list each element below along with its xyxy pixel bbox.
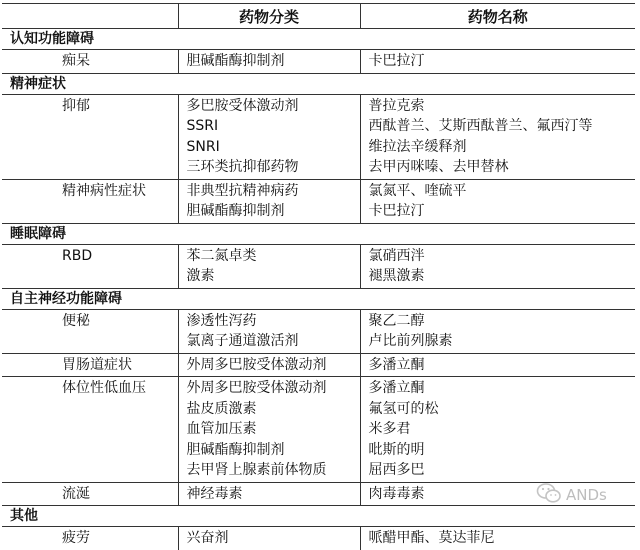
drug-name-line: 屈西多巴 bbox=[368, 462, 425, 478]
drug-class-cell bbox=[178, 50, 360, 74]
drug-name-line: 多潘立酮 bbox=[368, 380, 425, 396]
drug-class-cell bbox=[178, 353, 360, 377]
drug-name-line: 哌醋甲酯、莫达菲尼 bbox=[368, 530, 495, 546]
drug-name-line: 卢比前列腺素 bbox=[368, 333, 453, 349]
drug-class-cell bbox=[178, 377, 360, 483]
drug-name-line: 去甲丙咪嗪、去甲替林 bbox=[368, 159, 509, 175]
drug-name-line: 卡巴拉汀 bbox=[368, 203, 425, 219]
drug-class-cell bbox=[178, 244, 360, 288]
section-title: 其他 bbox=[2, 506, 635, 527]
section-title: 认知功能障碍 bbox=[2, 29, 635, 50]
table-row bbox=[2, 527, 635, 550]
drug-table bbox=[2, 3, 635, 550]
drug-class-line: 激素 bbox=[186, 268, 215, 284]
drug-class-cell bbox=[178, 309, 360, 353]
drug-class-line: 盐皮质激素 bbox=[186, 400, 257, 417]
drug-name-cell bbox=[360, 353, 635, 377]
symptom-cell: 便秘 bbox=[62, 312, 90, 329]
drug-name-cell bbox=[360, 377, 635, 483]
section-row bbox=[2, 288, 635, 309]
drug-name-cell bbox=[360, 527, 635, 550]
drug-class-line: 非典型抗精神病药 bbox=[186, 182, 299, 199]
drug-class-line: 外周多巴胺受体激动剂 bbox=[186, 356, 327, 373]
drug-name-line: 多潘立酮 bbox=[368, 356, 425, 373]
drug-name-line: 氟氢可的松 bbox=[368, 400, 439, 417]
drug-class-line: 血管加压素 bbox=[186, 421, 257, 437]
section-title: 精神症状 bbox=[2, 73, 635, 94]
drug-name-cell bbox=[360, 244, 635, 288]
drug-class-cell bbox=[178, 94, 360, 179]
symptom-cell: 精神病性症状 bbox=[2, 179, 178, 223]
drug-class-line: 外周多巴胺受体激动剂 bbox=[186, 380, 327, 396]
section-row bbox=[2, 29, 635, 50]
drug-name-line: 普拉克索 bbox=[368, 97, 425, 114]
wechat-icon bbox=[536, 482, 562, 508]
section-row bbox=[2, 73, 635, 94]
table-row bbox=[2, 309, 635, 353]
drug-class-line: 神经毒素 bbox=[186, 485, 243, 502]
drug-class-line: 多巴胺受体激动剂 bbox=[186, 97, 299, 114]
drug-class-line: 胆碱酯酶抑制剂 bbox=[186, 53, 285, 69]
symptom-cell: 体位性低血压 bbox=[2, 377, 178, 483]
drug-name-cell bbox=[360, 50, 635, 74]
table-row bbox=[2, 179, 635, 223]
table-header bbox=[2, 4, 635, 29]
drug-name-line: 肉毒毒素 bbox=[368, 485, 425, 502]
table-row bbox=[2, 244, 635, 288]
drug-name-cell bbox=[360, 94, 635, 179]
drug-table-document bbox=[2, 3, 635, 550]
drug-name-line: 吡斯的明 bbox=[368, 441, 425, 458]
drug-class-cell bbox=[178, 527, 360, 550]
table-row bbox=[2, 353, 635, 377]
drug-name-line: 米多君 bbox=[368, 421, 411, 437]
drug-name-cell bbox=[360, 309, 635, 353]
watermark-text: ANDs bbox=[566, 486, 607, 504]
section-title: 自主神经功能障碍 bbox=[2, 288, 635, 309]
drug-class-line: SNRI bbox=[186, 138, 220, 155]
drug-class-line: 去甲肾上腺素前体物质 bbox=[186, 462, 327, 478]
drug-name-cell bbox=[360, 179, 635, 223]
drug-name-line: 氯硝西泮 bbox=[368, 247, 425, 264]
symptom-cell: 痴呆 bbox=[62, 53, 90, 69]
symptom-cell: 胃肠道症状 bbox=[2, 353, 178, 377]
header-drug-class: 药物分类 bbox=[178, 4, 360, 29]
symptom-cell: 疲劳 bbox=[62, 530, 90, 546]
drug-class-line: 三环类抗抑郁药物 bbox=[186, 159, 299, 175]
table-row bbox=[2, 377, 635, 483]
drug-class-cell bbox=[178, 482, 360, 506]
drug-class-line: SSRI bbox=[186, 118, 219, 134]
symptom-cell: 抑郁 bbox=[62, 97, 90, 114]
drug-class-line: 兴奋剂 bbox=[186, 530, 229, 546]
drug-class-cell bbox=[178, 179, 360, 223]
drug-class-line: 氯离子通道激活剂 bbox=[186, 333, 299, 349]
drug-class-line: 苯二氮卓类 bbox=[186, 247, 257, 264]
section-row bbox=[2, 223, 635, 244]
watermark bbox=[536, 481, 632, 509]
symptom-cell: 流涎 bbox=[2, 482, 178, 506]
symptom-cell: RBD bbox=[62, 247, 93, 264]
table-row bbox=[2, 50, 635, 74]
drug-class-line: 渗透性泻药 bbox=[186, 312, 257, 329]
drug-name-line: 褪黑激素 bbox=[368, 268, 425, 284]
table-row bbox=[2, 94, 635, 179]
drug-name-line: 聚乙二醇 bbox=[368, 312, 425, 329]
drug-name-line: 氯氮平、喹硫平 bbox=[368, 182, 467, 199]
drug-name-line: 卡巴拉汀 bbox=[368, 53, 425, 69]
header-drug-name: 药物名称 bbox=[360, 4, 635, 29]
drug-name-line: 维拉法辛缓释剂 bbox=[368, 138, 467, 155]
drug-class-line: 胆碱酯酶抑制剂 bbox=[186, 441, 285, 458]
drug-name-line: 西酞普兰、艾斯西酞普兰、氟西汀等 bbox=[368, 118, 593, 134]
drug-class-line: 胆碱酯酶抑制剂 bbox=[186, 203, 285, 219]
section-title: 睡眠障碍 bbox=[2, 223, 635, 244]
header-category bbox=[2, 4, 178, 29]
